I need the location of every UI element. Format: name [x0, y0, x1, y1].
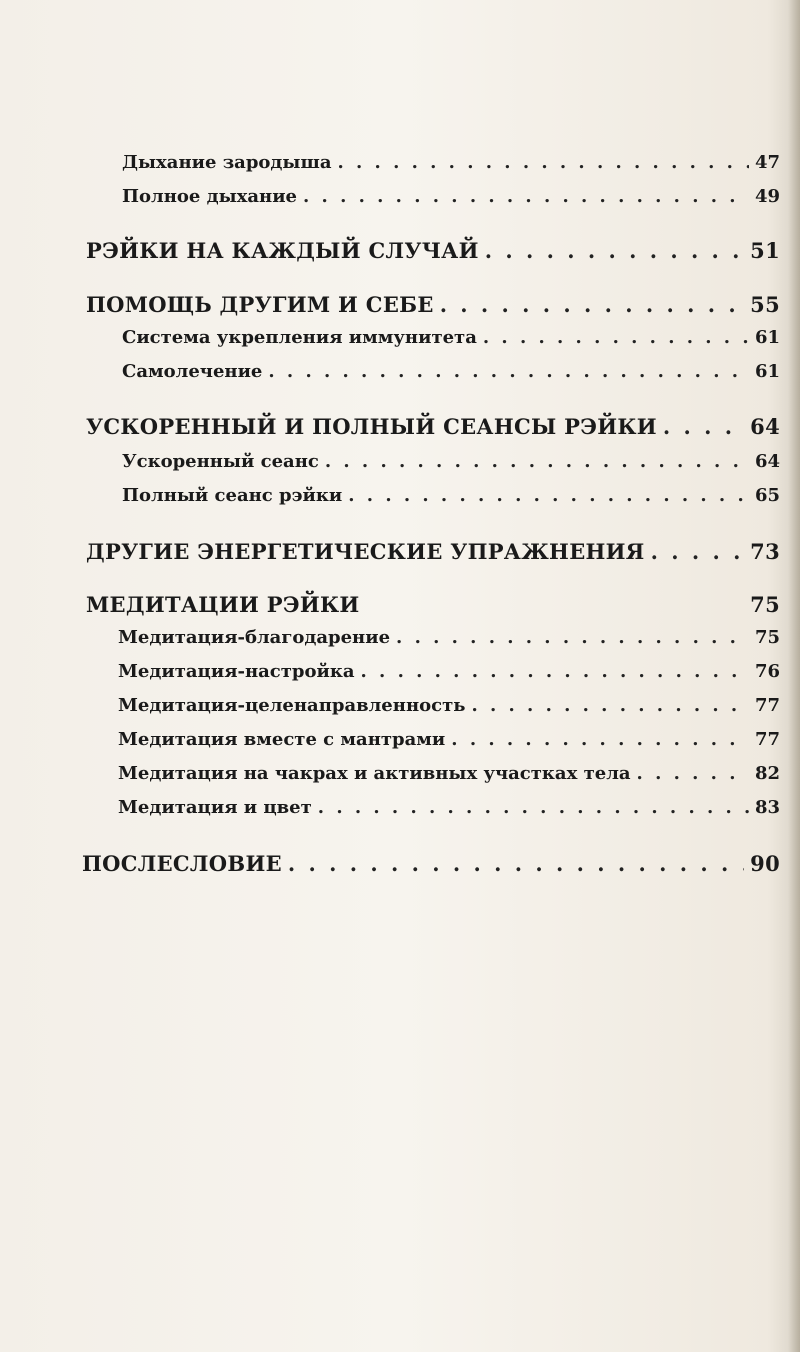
toc-entry — [122, 485, 780, 506]
toc-entry-title: Ускоренный сеанс — [122, 451, 319, 472]
toc-entry — [118, 627, 780, 648]
toc-chapter-title: ДРУГИЕ ЭНЕРГЕТИЧЕСКИЕ УПРАЖНЕНИЯ — [86, 539, 645, 564]
toc-leader-dots — [637, 763, 749, 784]
toc-entry-page: 77 — [754, 695, 780, 716]
toc-entry-page: 82 — [754, 763, 780, 784]
toc-entry-title: Система укрепления иммунитета — [122, 327, 477, 348]
toc-entry-page: 90 — [750, 851, 780, 876]
toc-leader-dots — [471, 695, 748, 716]
toc-leader-dots — [651, 539, 745, 564]
toc-chapter-title: РЭЙКИ НА КАЖДЫЙ СЛУЧАЙ — [86, 238, 479, 263]
toc-leader-dots — [451, 729, 749, 750]
toc-entry-title: Медитация-настройка — [118, 661, 355, 682]
toc-entry-page: 75 — [754, 627, 780, 648]
toc-entry-page: 55 — [750, 292, 780, 317]
toc-entry-page: 51 — [750, 238, 780, 263]
toc-entry — [122, 186, 780, 207]
toc-entry-title: Медитация и цвет — [118, 797, 312, 818]
toc-entry-page: 64 — [754, 451, 780, 472]
toc-leader-dots — [440, 292, 744, 317]
toc-leader-dots — [348, 485, 749, 506]
toc-leader-dots — [325, 451, 749, 472]
toc-leader-dots — [483, 327, 749, 348]
toc-entry — [118, 661, 780, 682]
toc-entry-page: 83 — [754, 797, 780, 818]
toc-entry-page: 75 — [750, 592, 780, 617]
toc-leader-dots — [318, 797, 749, 818]
toc-entry-page: 76 — [754, 661, 780, 682]
toc-entry-page: 77 — [754, 729, 780, 750]
toc-entry-page: 65 — [754, 485, 780, 506]
toc-leader-dots — [663, 414, 744, 439]
toc-chapter-title: ПОСЛЕСЛОВИЕ — [82, 851, 282, 876]
page-edge-shadow — [788, 0, 800, 1352]
toc-leader-dots — [485, 238, 744, 263]
toc-entry-title: Медитация-благодарение — [118, 627, 391, 648]
toc-entry — [118, 729, 780, 750]
toc-entry — [118, 695, 780, 716]
toc-leader-dots — [288, 851, 744, 876]
toc-entry-page: 49 — [754, 186, 780, 207]
toc-entry — [122, 327, 780, 348]
toc-entry — [122, 152, 780, 173]
toc-leader-dots — [396, 627, 749, 648]
toc-chapter-entry — [82, 851, 780, 876]
toc-leader-dots — [268, 361, 749, 382]
toc-entry — [122, 451, 780, 472]
toc-entry — [118, 797, 780, 818]
toc-chapter-entry — [86, 238, 780, 263]
toc-entry-page: 47 — [754, 152, 780, 173]
toc-entry-page: 61 — [754, 361, 780, 382]
toc-entry-title: Самолечение — [122, 361, 263, 382]
toc-entry-title: Дыхание зародыша — [122, 152, 332, 173]
toc-entry-title: Медитация-целенаправленность — [118, 695, 466, 716]
toc-chapter-entry — [86, 414, 780, 439]
toc-leader-dots — [337, 152, 748, 173]
toc-leader-dots — [361, 661, 749, 682]
toc-leader-dots — [303, 186, 749, 207]
toc-entry-title: Полный сеанс рэйки — [122, 485, 343, 506]
toc-entry — [122, 361, 780, 382]
toc-chapter-entry — [86, 592, 780, 617]
toc-chapter-title: УСКОРЕННЫЙ И ПОЛНЫЙ СЕАНСЫ РЭЙКИ — [86, 414, 657, 439]
toc-chapter-entry — [86, 539, 780, 564]
toc-entry — [118, 763, 780, 784]
toc-chapter-title: ПОМОЩЬ ДРУГИМ И СЕБЕ — [86, 292, 434, 317]
toc-entry-page: 73 — [750, 539, 780, 564]
toc-entry-title: Полное дыхание — [122, 186, 298, 207]
toc-entry-title: Медитация на чакрах и активных участках тела — [118, 763, 631, 784]
toc-entry-page: 61 — [754, 327, 780, 348]
toc-chapter-entry — [86, 292, 780, 317]
toc-entry-title: Медитация вместе с мантрами — [118, 729, 446, 750]
toc-chapter-title: МЕДИТАЦИИ РЭЙКИ — [86, 592, 360, 617]
toc-entry-page: 64 — [750, 414, 780, 439]
